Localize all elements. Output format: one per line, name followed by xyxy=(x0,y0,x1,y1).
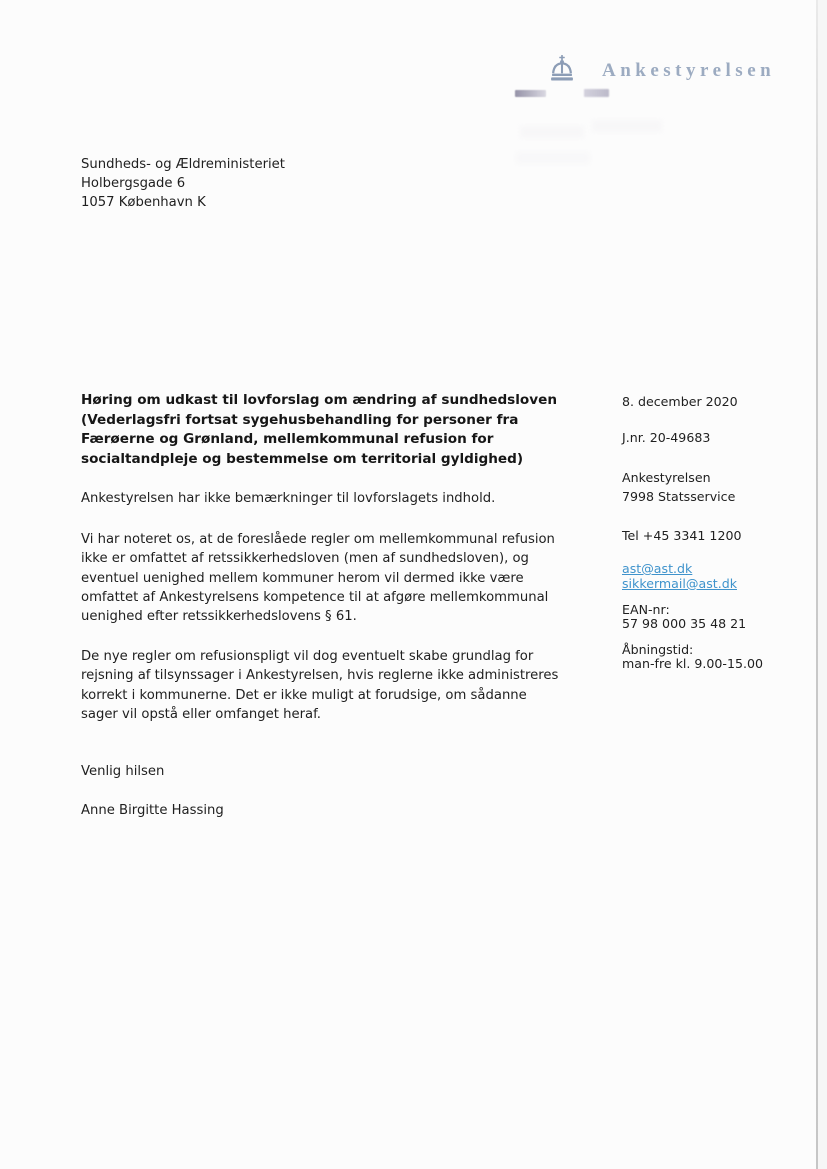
scan-smudge xyxy=(515,90,546,97)
paragraph xyxy=(81,647,611,724)
text-line: korrekt i kommunerne. Det er ikke muligt at forudsige, om sådanne xyxy=(81,687,527,703)
phone-number: Tel +45 3341 1200 xyxy=(622,528,742,543)
text-line: eventuel uenighed mellem kommuner herom vil dermed ikke være xyxy=(81,570,524,586)
scan-ghosting xyxy=(520,126,584,138)
closing-salutation: Venlig hilsen xyxy=(81,764,165,779)
text-line: Færøerne og Grønland, mellemkommunal refusion for xyxy=(81,431,494,448)
email-link[interactable]: ast@ast.dk xyxy=(622,561,693,576)
text-line: rejsning af tilsynssager i Ankestyrelsen, hvis reglerne ikke administreres xyxy=(81,668,559,684)
ean-label: EAN-nr: xyxy=(622,602,670,617)
text-line: omfattet af Ankestyrelsens kompetence til at afgøre mellemkommunal xyxy=(81,589,549,605)
text-line: socialtandpleje og bestemmelse om territorial gyldighed) xyxy=(81,450,524,467)
text-line: Høring om udkast til lovforslag om ændring af sundhedsloven xyxy=(81,392,558,408)
sender-org-address xyxy=(622,468,735,507)
opening-hours-label: Åbningstid: xyxy=(622,642,694,657)
scan-smudge xyxy=(584,89,609,97)
opening-hours-value: man-fre kl. 9.00-15.00 xyxy=(622,656,764,672)
scan-ghosting xyxy=(592,120,662,132)
letter-subject xyxy=(81,391,596,469)
opening-hours-block xyxy=(622,643,763,671)
ean-number: 57 98 000 35 48 21 xyxy=(622,615,747,631)
scan-ghosting xyxy=(516,152,590,164)
text-line: uenighed efter retssikkerhedslovens § 61. xyxy=(81,609,357,625)
danish-crown-icon xyxy=(547,54,577,83)
text-line: Vi har noteret os, at de foreslåede regler om mellemkommunal refusion xyxy=(81,532,555,547)
text-line: 7998 Statsservice xyxy=(622,489,736,505)
scan-edge-line xyxy=(816,0,818,1169)
text-line: Holbergsgade 6 xyxy=(81,176,186,192)
text-line: Sundheds- og Ældreministeriet xyxy=(81,157,285,172)
header xyxy=(547,54,776,83)
recipient-address xyxy=(81,155,285,213)
scan-edge-shade xyxy=(818,0,827,1169)
brand-wordmark: Ankestyrelsen xyxy=(602,60,776,81)
secure-email-link[interactable]: sikkermail@ast.dk xyxy=(622,575,737,591)
paragraph xyxy=(81,530,611,626)
ean-block xyxy=(622,603,746,631)
text-line: sager vil opstå eller omfanget heraf. xyxy=(81,706,321,722)
letter-date: 8. december 2020 xyxy=(622,394,738,409)
text-line: De nye regler om refusionspligt vil dog eventuelt skabe grundlag for xyxy=(81,649,534,664)
email-links xyxy=(622,562,737,592)
text-line: ikke er omfattet af retssikkerhedsloven (men af sundhedsloven), og xyxy=(81,551,529,567)
signature-name: Anne Birgitte Hassing xyxy=(81,803,224,818)
text-line: (Vederlagsfri fortsat sygehusbehandling for personer fra xyxy=(81,411,519,428)
case-number: J.nr. 20-49683 xyxy=(622,430,711,445)
text-line: Ankestyrelsen xyxy=(622,470,711,485)
paragraph: Ankestyrelsen har ikke bemærkninger til lovforslagets indhold. xyxy=(81,491,496,506)
text-line: 1057 København K xyxy=(81,195,206,211)
